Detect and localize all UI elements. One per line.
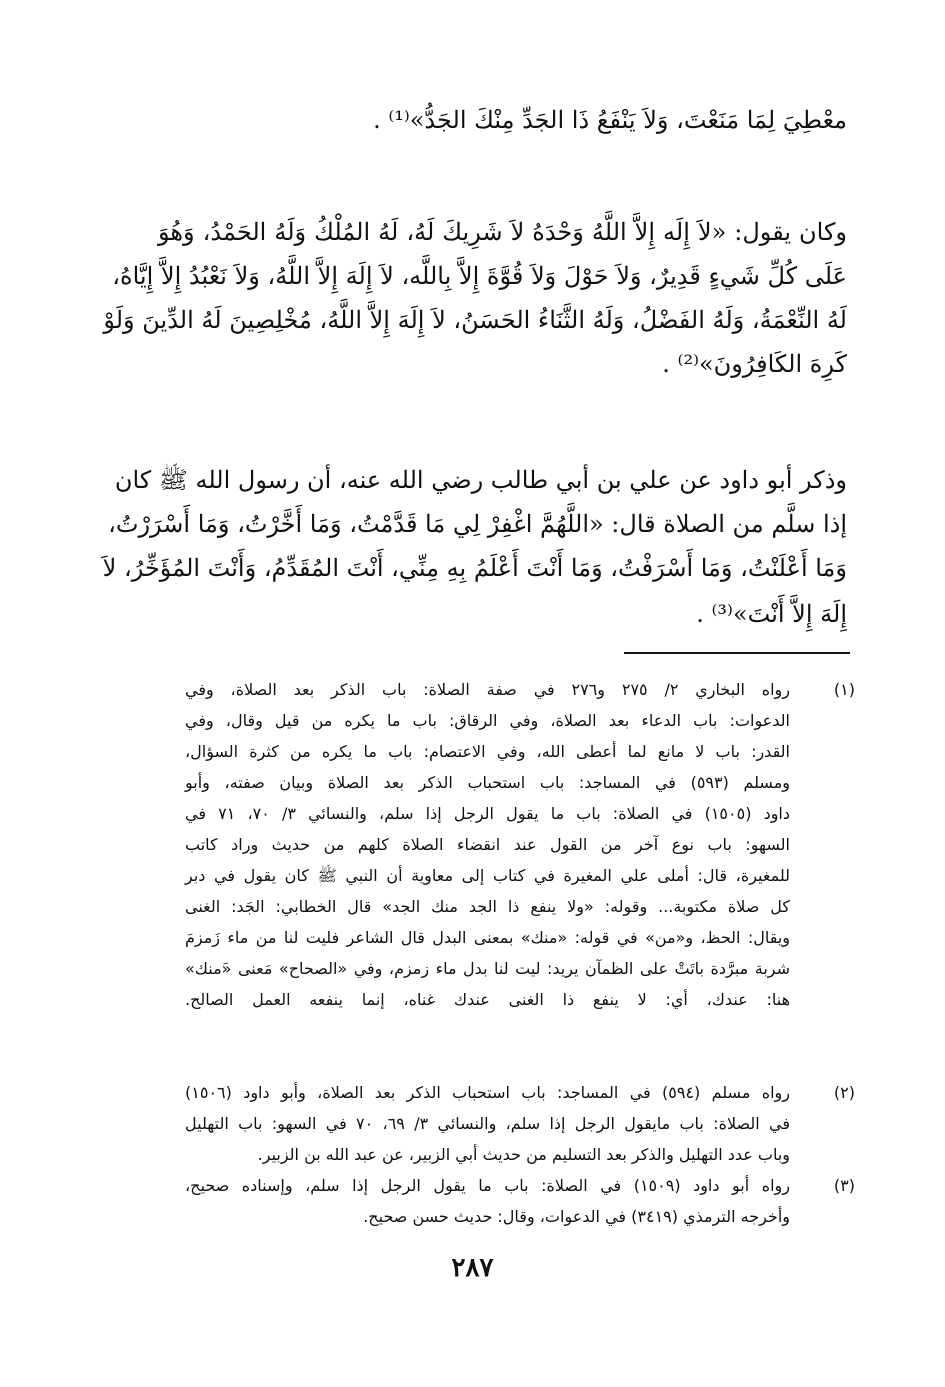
paragraph-2-line-1: وكان يقول: «لاَ إِلَه إِلاَّ اللَّهُ وَحْدَهُ لاَ شَرِيكَ لَهُ، لَهُ المُلْكُ وَلَهُ الحَمْدُ، وَهُوَ xyxy=(158,218,847,246)
paragraph-2-line-4: كَرِهَ الكَافِرُونَ»⁽²⁾ . xyxy=(662,350,847,378)
paragraph-3-line-3: وَمَا أَعْلَنْتُ، وَمَا أَسْرَفْتُ، وَمَا أَنْتَ أَعْلَمُ بِهِ مِنِّي، أَنْتَ المُقَدِّمُ، وَأَنْتَ المُؤَخِّرُ، لاَ xyxy=(102,554,847,582)
footnote-line: كل صلاة مكتوبة... وقوله: «ولا ينفع ذا الجد منك الجد» قال الخطابي: الجَد: الغنى xyxy=(185,897,790,916)
footnote-line: رواه مسلم (٥٩٤) في المساجد: باب استحباب الذكر بعد الصلاة، وأبو داود (١٥٠٦) xyxy=(185,1083,790,1102)
footnote-line: في الصلاة: باب مايقول الرجل إذا سلم، والنسائي ٣/ ٦٩، ٧٠ في السهو: باب التهليل xyxy=(185,1114,791,1133)
footnote-line: الدعوات: باب الدعاء بعد الصلاة، وفي الرقاق: باب ما يكره من قيل وقال، وفي xyxy=(185,711,790,730)
footnote-line: وأخرجه الترمذي (٣٤١٩) في الدعوات، وقال: حديث حسن صحيح. xyxy=(363,1207,790,1226)
footnote-line: رواه البخاري ٢/ ٢٧٥ و٢٧٦ في صفة الصلاة: باب الذكر بعد الصلاة، وفي xyxy=(185,680,790,699)
page-number: ٢٨٧ xyxy=(451,1253,494,1283)
footnote-line: للمغيرة، قال: أملى علي المغيرة في كتاب إلى معاوية أن النبي ﷺ كان يقول في دبر xyxy=(185,866,790,885)
paragraph-3-line-1: وذكر أبو داود عن علي بن أبي طالب رضي الله عنه، أن رسول الله ﷺ كان xyxy=(114,466,847,494)
paragraph-3-line-4: إِلَهَ إِلاَّ أَنْتَ»⁽³⁾ . xyxy=(696,600,847,628)
footnote-line: وباب عدد التهليل والذكر بعد التسليم من حديث أبي الزبير، عن عبد الله بن الزبير. xyxy=(257,1145,790,1164)
footnote-line: هنا: عندك، أي: لا ينفع ذا الغنى عندك غناه، إنما ينفعه العمل الصالح. xyxy=(185,990,790,1009)
footnote-line: ويقال: الحظ، و«من» في قوله: «منك» بمعنى البدل قال الشاعر فليت لنا من ماء زَمزمَ xyxy=(185,928,790,947)
footnote-separator xyxy=(624,652,850,654)
paragraph-2-line-2: عَلَى كُلِّ شَيءٍ قَدِيرٌ، وَلاَ حَوْلَ وَلاَ قُوَّةَ إِلاَّ بِاللَّه، لاَ إِلَهَ إِلاَّ اللَّهُ، وَلاَ نَعْبُدُ إِلاَّ إِيَّاهُ، xyxy=(112,262,847,290)
footnote-line: شربة مبرَّدة باتَتْ على الظمآن يريد: ليت لنا بدل ماء زمزم، وفي «الصحاح» مَعنى «َمنك» xyxy=(185,959,790,978)
footnote-2-number: (٢) xyxy=(833,1083,855,1102)
footnote-line: القدر: باب لا مانع لما أعطى الله، وفي الاعتصام: باب ما يكره من كثرة السؤال، xyxy=(185,742,790,761)
footnote-3-number: (٣) xyxy=(833,1176,855,1195)
footnote-1-number: (١) xyxy=(833,680,855,699)
footnote-line: داود (١٥٠٥) في الصلاة: باب ما يقول الرجل إذا سلم، والنسائي ٣/ ٧٠، ٧١ في xyxy=(185,804,791,823)
footnote-line: رواه أبو داود (١٥٠٩) في الصلاة: باب ما يقول الرجل إذا سلم، وإسناده صحيح، xyxy=(185,1176,790,1195)
footnote-line: السهو: باب نوع آخر من القول عند انقضاء الصلاة كلهم من حديث وراد كاتب xyxy=(185,835,790,854)
paragraph-1-line-1: معْطِيَ لِمَا مَنَعْتَ، وَلاَ يَنْفَعُ ذَا الجَدِّ مِنْكَ الجَدُّ»⁽¹⁾ . xyxy=(373,106,847,134)
paragraph-2-line-3: لَهُ النِّعْمَةُ، وَلَهُ الفَضْلُ، وَلَهُ الثَّنَاءُ الحَسَنُ، لاَ إِلَهَ إِلاَّ اللَّهُ، مُخْلِصِينَ لَهُ الدِّينَ وَلَوْ xyxy=(103,306,847,334)
paragraph-3-line-2: إذا سلَّم من الصلاة قال: «اللَّهُمَّ اغْفِرْ لِي مَا قَدَّمْتُ، وَمَا أَخَّرْتُ، وَمَا أَسْرَرْتُ، xyxy=(108,510,847,538)
footnote-line: ومسلم (٥٩٣) في المساجد: باب استحباب الذكر بعد الصلاة وبيان صفته، وأبو xyxy=(185,773,791,792)
